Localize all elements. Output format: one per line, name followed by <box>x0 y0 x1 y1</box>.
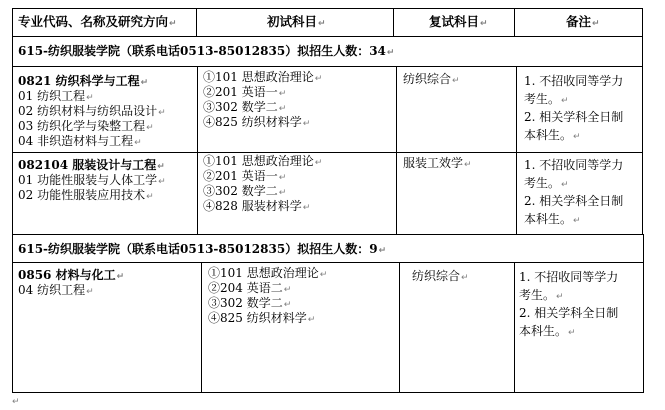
remark-line: 1. 不招收同等学力 <box>524 74 624 88</box>
table-rule <box>12 234 643 235</box>
exam-subject: ④825 纺织材料学↵ <box>203 115 311 129</box>
research-direction: 01 功能性服装与人体工学↵ <box>18 173 166 187</box>
exam-subject: ①101 思想政治理论↵ <box>203 70 323 84</box>
table-border-right <box>642 8 643 235</box>
remark-line: 2. 相关学科全日制 <box>519 306 619 320</box>
research-direction: 01 纺织工程↵ <box>18 89 94 103</box>
remark-line: 1. 不招收同等学力 <box>524 158 624 172</box>
table-border-top <box>12 8 643 9</box>
exam-subject: ①101 思想政治理论↵ <box>208 266 328 280</box>
table-rule <box>12 36 643 37</box>
header-initial-exam: 初试科目↵ <box>267 14 326 29</box>
exam-subject: ②204 英语二↵ <box>208 281 292 295</box>
remark-line: 2. 相关学科全日制 <box>524 194 624 208</box>
column-divider <box>399 262 400 393</box>
exam-subject: ③302 数学二↵ <box>208 296 292 310</box>
remark-line: 考生。↵ <box>519 288 564 302</box>
header-major-code-name-direction: 专业代码、名称及研究方向↵ <box>18 14 177 29</box>
exam-subject: ③302 数学二↵ <box>203 100 287 114</box>
header-retest: 复试科目↵ <box>429 14 488 29</box>
program-directions-cell <box>18 158 166 203</box>
remark-line: 2. 相关学科全日制 <box>524 110 624 124</box>
column-divider <box>516 66 517 235</box>
column-divider <box>514 262 515 393</box>
column-divider <box>196 8 197 37</box>
research-direction: 04 纺织工程↵ <box>18 283 94 297</box>
remark-line: 本科生。↵ <box>524 128 581 142</box>
table-rule <box>12 66 643 67</box>
program-directions-cell <box>18 74 166 149</box>
exam-subject: ②201 英语一↵ <box>203 85 287 99</box>
table-border-right <box>643 234 644 393</box>
retest-subject-cell: 纺织综合↵ <box>403 72 460 86</box>
exam-subject: ③302 数学二↵ <box>203 184 287 198</box>
remarks-cell <box>524 72 623 144</box>
column-divider <box>393 8 394 37</box>
remark-line: 1. 不招收同等学力 <box>519 270 619 284</box>
table-border-left <box>12 8 13 393</box>
table-border-bottom <box>12 392 644 393</box>
table-rule <box>12 262 644 263</box>
program-directions-cell <box>18 268 124 298</box>
column-divider <box>197 66 198 235</box>
remark-line: 本科生。↵ <box>524 212 581 226</box>
program-name: 082104 服装设计与工程↵ <box>18 158 165 172</box>
section-title: 615-纺织服装学院（联系电话0513-85012835）拟招生人数：34↵ <box>18 44 395 58</box>
exam-subject: ②201 英语一↵ <box>203 169 287 183</box>
column-divider <box>201 262 202 393</box>
header-remarks: 备注↵ <box>566 14 600 29</box>
remarks-cell <box>524 156 623 228</box>
retest-subject-cell: 服装工效学↵ <box>403 156 472 170</box>
trailing-paragraph-mark: ↵ <box>12 397 20 407</box>
exam-subject: ④825 纺织材料学↵ <box>208 311 316 325</box>
exam-subject: ①101 思想政治理论↵ <box>203 154 323 168</box>
section-title: 615-纺织服装学院（联系电话0513-85012835）拟招生人数：9↵ <box>18 242 387 256</box>
research-direction: 02 纺织材料与纺织品设计↵ <box>18 104 166 118</box>
column-divider <box>396 66 397 235</box>
program-name: 0856 材料与化工↵ <box>18 268 125 282</box>
research-direction: 04 非织造材料与工程↵ <box>18 134 142 148</box>
program-name: 0821 纺织科学与工程↵ <box>18 74 149 88</box>
retest-subject-cell: 纺织综合↵ <box>412 269 469 283</box>
column-divider <box>514 8 515 37</box>
exam-subject: ④828 服装材料学↵ <box>203 199 311 213</box>
remark-line: 本科生。↵ <box>519 324 576 338</box>
remarks-cell <box>519 268 618 340</box>
research-direction: 03 纺织化学与染整工程↵ <box>18 119 154 133</box>
remark-line: 考生。↵ <box>524 176 569 190</box>
research-direction: 02 功能性服装应用技术↵ <box>18 188 154 202</box>
remark-line: 考生。↵ <box>524 92 569 106</box>
initial-exam-subjects-cell <box>203 70 322 130</box>
initial-exam-subjects-cell <box>203 154 322 214</box>
initial-exam-subjects-cell <box>208 266 327 326</box>
table-rule <box>12 152 643 153</box>
